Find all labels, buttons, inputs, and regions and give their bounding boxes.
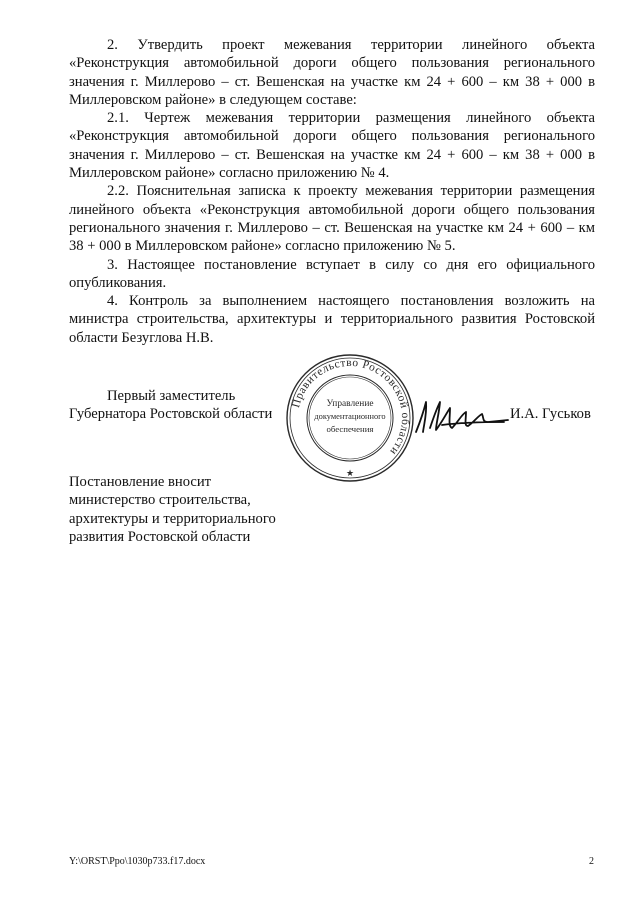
submitter-note-line2: министерство строительства, <box>69 492 251 509</box>
paragraph-2-1: 2.1. Чертеж межевания территории размещения линейного объекта «Реконструкция автомобильной дороги общего пользования регионального значения г. Миллерово – ст. Вешенская на участке км 24 + 600 – км 38 + 000 в Миллеровском районе» согласно приложению № 4. <box>69 110 595 182</box>
submitter-note <box>69 473 299 546</box>
paragraph-2: 2. Утвердить проект межевания территории линейного объекта «Реконструкция автомобильной дороги общего пользования регионального значения г. Миллерово – ст. Вешенская на участке км 24 + 600 – км 38 + 000 в Миллеровском районе» в следующем составе: <box>69 37 595 108</box>
footer-file-path: Y:\ORST\Ppo\1030p733.f17.docx <box>69 856 206 867</box>
stamp-star-icon: ★ <box>345 468 355 478</box>
decree-body <box>69 36 595 347</box>
signatory-title-line1: Первый заместитель <box>107 388 236 404</box>
submitter-note-line3: архитектуры и территориального <box>69 510 276 527</box>
signatory-title-line2: Губернатора Ростовской области <box>69 406 273 423</box>
stamp-center-line3: обеспечения <box>326 424 374 434</box>
stamp-center-line2: документационного <box>314 412 386 421</box>
page-number: 2 <box>589 856 594 867</box>
handwritten-signature <box>412 392 512 442</box>
signatory-name: И.А. Гуськов <box>510 406 591 422</box>
stamp-center-line1: Управление <box>326 399 374 409</box>
submitter-note-line4: развития Ростовской области <box>69 528 251 545</box>
signatory-title <box>69 387 279 424</box>
paragraph-3: 3. Настоящее постановление вступает в силу со дня его официального опубликования. <box>69 256 595 291</box>
paragraph-2-2: 2.2. Пояснительная записка к проекту межевания территории размещения линейного объекта «Реконструкция автомобильной дороги общего пользования регионального значения г. Миллерово – ст. Вешенская на участке км 24 + 600 – км 38 + 000 в Миллеровском районе» согласно приложению № 5. <box>69 183 595 255</box>
stamp-ring-text: Правительство Ростовской области <box>290 356 412 458</box>
official-stamp <box>284 352 416 484</box>
paragraph-4: 4. Контроль за выполнением настоящего постановления возложить на министра строительства, архитектуры и территориального развития Ростовской области Безуглова Н.В. <box>69 293 595 346</box>
submitter-note-line1: Постановление вносит <box>69 474 212 490</box>
